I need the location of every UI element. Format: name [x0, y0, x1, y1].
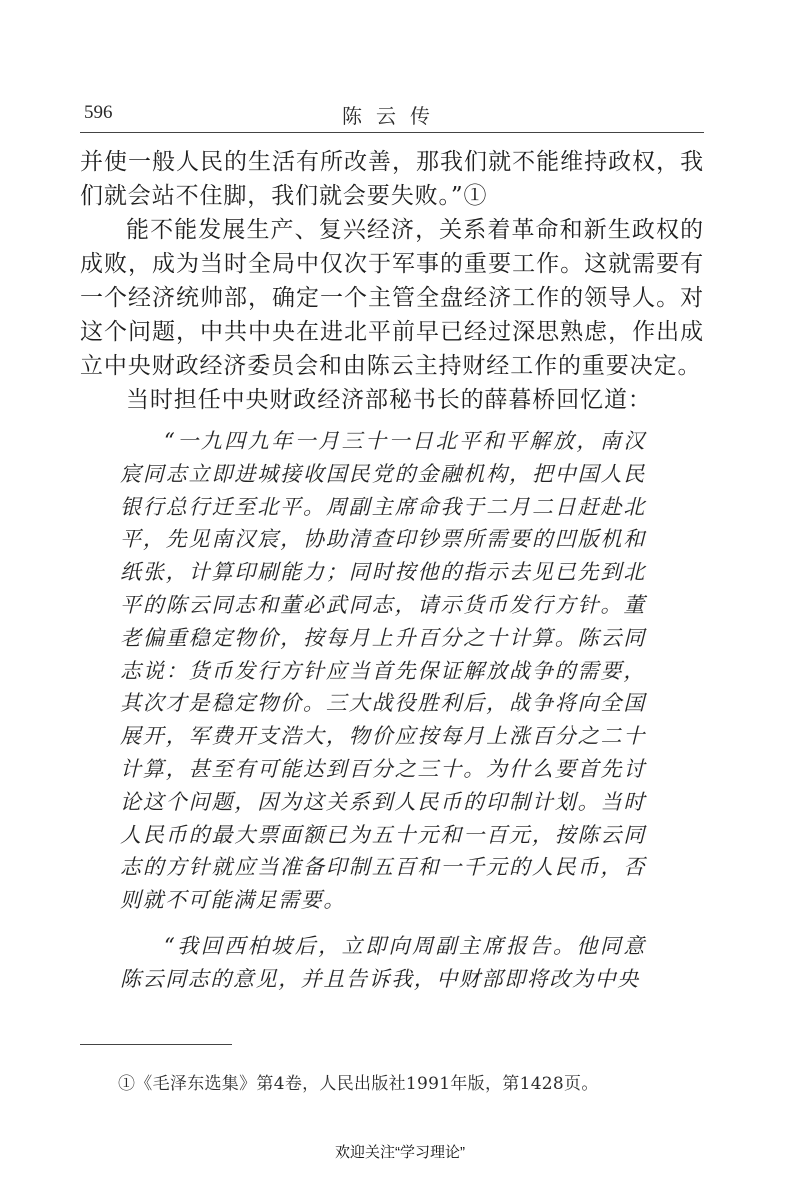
footnote-rule	[80, 1044, 232, 1045]
header-rule	[80, 132, 704, 133]
page-number: 596	[84, 102, 113, 123]
watermark-caption: 欢迎关注“学习理论”	[335, 1144, 465, 1161]
body-paragraph: 能不能发展生产、复兴经济，关系着革命和新生政权的成败，成为当时全局中仅次于军事的重要工作。这就需要有一个经济统帅部，确定一个主管全盘经济工作的领导人。对这个问题，中共中央在进北平前早已经过深思熟虑，作出成立中央财政经济委员会和由陈云主持财经工作的重要决定。	[80, 217, 704, 379]
quote-paragraph: “我回西柏坡后，立即向周副主席报告。他同意陈云同志的意见，并且告诉我，中财部即将改为中央	[120, 934, 646, 991]
page-header	[84, 96, 702, 130]
running-head: 陈云传	[342, 104, 444, 128]
body-paragraph: 当时担任中央财政经济部秘书长的薛暮桥回忆道：	[126, 387, 652, 413]
body-paragraph: 并使一般人民的生活有所改善，那我们就不能维持政权，我们就会站不住脚，我们就会要失败。”①	[80, 149, 704, 209]
quote-paragraph: “一九四九年一月三十一日北平和平解放，南汉宸同志立即进城接收国民党的金融机构，把中国人民银行总行迁至北平。周副主席命我于二月二日赶赴北平，先见南汉宸，协助清查印钞票所需要的凹版机和纸张，计算印刷能力；同时按他的指示去见已先到北平的陈云同志和董必武同志，请示货币发行方针。董老偏重稳定物价，按每月上升百分之十计算。陈云同志说：货币发行方针应当首先保证解放战争的需要，其次才是稳定物价。三大战役胜利后，战争将向全国展开，军费开支浩大，物价应按每月上涨百分之二十计算，甚至有可能达到百分之三十。为什么要首先讨论这个问题，因为这关系到人民币的印制计划。当时人民币的最大票面额已为五十元和一百元，按陈云同志的方针就应当准备印制五百和一千元的人民币，否则就不可能满足需要。	[120, 429, 646, 913]
footnote: ①《毛泽东选集》第4卷，人民出版社1991年版，第1428页。	[118, 1074, 599, 1094]
